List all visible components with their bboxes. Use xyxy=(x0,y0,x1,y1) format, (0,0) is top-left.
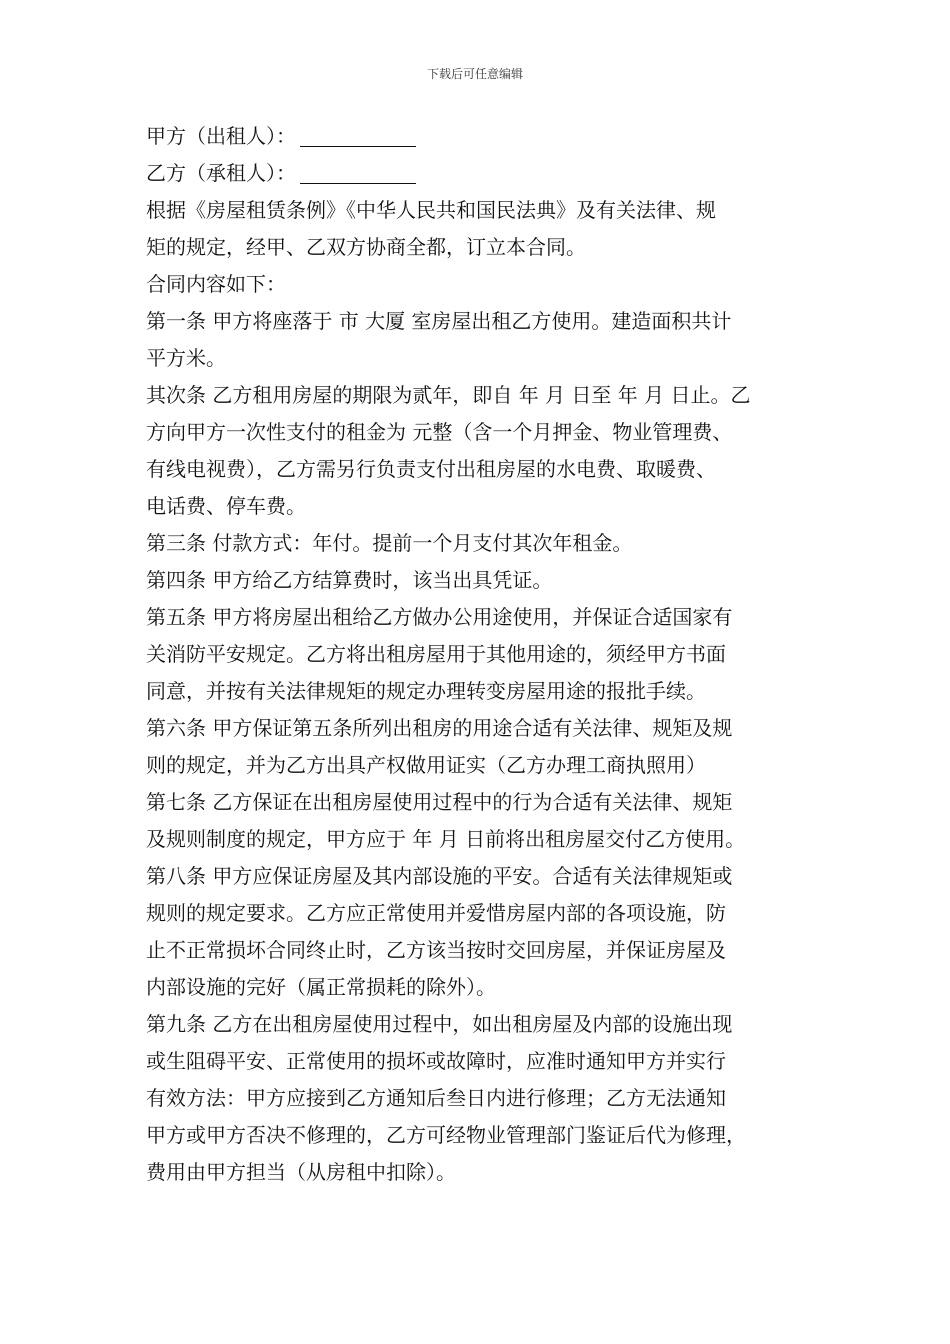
text-line: 有线电视费），乙方需另行负责支付出租房屋的水电费、取暖费、 xyxy=(146,457,716,481)
contract-body xyxy=(146,118,826,1191)
text-line: 内部设施的完好（属正常损耗的除外）。 xyxy=(146,975,496,999)
article-2-line: 其次条 乙方租用房屋的期限为贰年，即自 年 月 日至 年 月 日止。乙 xyxy=(146,383,751,407)
text-line: 关消防平安规定。乙方将出租房屋用于其他用途的，须经甲方书面 xyxy=(146,642,726,666)
party-a-line xyxy=(146,118,826,155)
article-7-line: 第七条 乙方保证在出租房屋使用过程中的行为合适有关法律、规矩 xyxy=(146,790,733,814)
party-b-blank xyxy=(300,161,416,184)
text-line: 根据《房屋租赁条例》《中华人民共和国民法典》及有关法律、规 xyxy=(146,198,716,222)
party-b-line xyxy=(146,155,826,192)
text-line: 同意，并按有关法律规矩的规定办理转变房屋用途的报批手续。 xyxy=(146,679,706,703)
text-line: 方向甲方一次性支付的租金为 元整（含一个月押金、物业管理费、 xyxy=(146,420,733,444)
article-4-line: 第四条 甲方给乙方结算费时，该当出具凭证。 xyxy=(146,568,553,592)
article-6-line: 第六条 甲方保证第五条所列出租房的用途合适有关法律、规矩及规 xyxy=(146,716,733,740)
text-line: 及规则制度的规定，甲方应于 年 月 日前将出租房屋交付乙方使用。 xyxy=(146,827,746,851)
text-line: 则的规定，并为乙方出具产权做用证实（乙方办理工商执照用） xyxy=(146,753,706,777)
party-a-blank xyxy=(300,124,416,147)
text-line: 电话费、停车费。 xyxy=(146,494,306,518)
text-line: 费用由甲方担当（从房租中扣除）。 xyxy=(146,1160,456,1184)
text-line: 平方米。 xyxy=(146,346,226,370)
article-3-line: 第三条 付款方式：年付。提前一个月支付其次年租金。 xyxy=(146,531,633,555)
article-1-line: 第一条 甲方将座落于 市 大厦 室房屋出租乙方使用。建造面积共计 xyxy=(146,309,732,333)
article-9-line: 第九条 乙方在出租房屋使用过程中，如出租房屋及内部的设施出现 xyxy=(146,1012,733,1036)
text-line: 有效方法：甲方应接到乙方通知后叁日内进行修理；乙方无法通知 xyxy=(146,1086,726,1110)
article-8-line: 第八条 甲方应保证房屋及其内部设施的平安。合适有关法律规矩或 xyxy=(146,864,733,888)
page-header: 下载后可任意编辑 xyxy=(426,67,523,81)
text-line: 矩的规定，经甲、乙双方协商全都，订立本合同。 xyxy=(146,235,586,259)
party-b-label: 乙方（承租人）： xyxy=(146,161,296,185)
article-5-line: 第五条 甲方将房屋出租给乙方做办公用途使用，并保证合适国家有 xyxy=(146,605,733,629)
text-line: 止不正常损坏合同终止时，乙方该当按时交回房屋，并保证房屋及 xyxy=(146,938,726,962)
party-a-label: 甲方（出租人）： xyxy=(146,124,296,148)
text-line: 甲方或甲方否决不修理的，乙方可经物业管理部门鉴证后代为修理， xyxy=(146,1123,746,1147)
text-line: 规则的规定要求。乙方应正常使用并爱惜房屋内部的各项设施，防 xyxy=(146,901,726,925)
text-line: 或生阻碍平安、正常使用的损坏或故障时，应准时通知甲方并实行 xyxy=(146,1049,726,1073)
text-line: 合同内容如下： xyxy=(146,272,286,296)
